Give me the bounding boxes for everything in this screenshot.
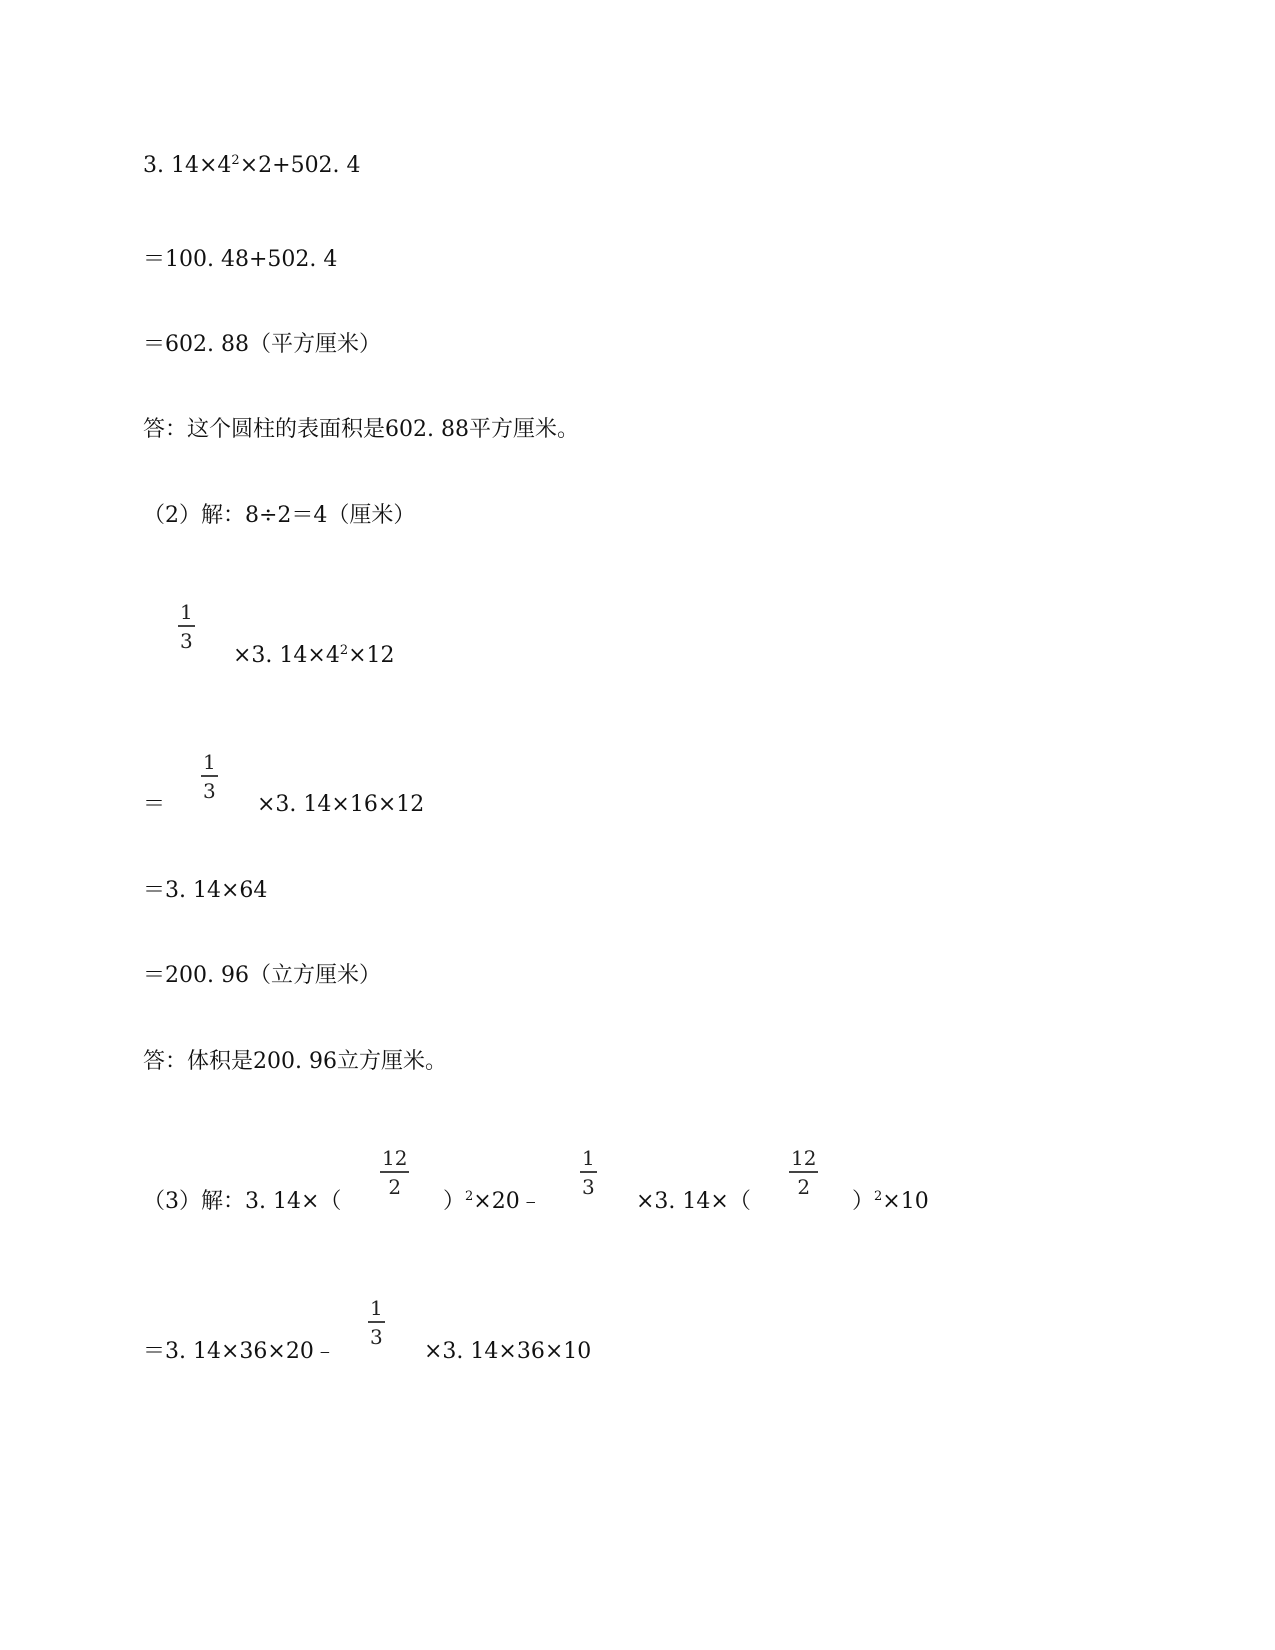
answer-line-1: 答：这个圆柱的表面积是602. 88平方厘米。 bbox=[143, 417, 579, 442]
fraction-one-third bbox=[178, 602, 195, 651]
fraction-twelve-half bbox=[380, 1148, 409, 1197]
calc-text: ） bbox=[443, 1189, 466, 1214]
fraction-numerator: 1 bbox=[180, 600, 193, 624]
fraction-one-third bbox=[368, 1298, 385, 1347]
fraction-denominator: 3 bbox=[370, 1324, 383, 1349]
calc-line-2: ＝100. 48+502. 4 bbox=[143, 247, 338, 272]
calc-text: ×10 bbox=[882, 1189, 929, 1214]
fraction-numerator: 1 bbox=[582, 1146, 595, 1170]
calc-line-11-part2 bbox=[443, 1191, 542, 1213]
calc-text: ×20﹣ bbox=[473, 1189, 542, 1214]
calc-line-6 bbox=[233, 645, 395, 667]
calc-line-12-part2: ×3. 14×36×10 bbox=[424, 1339, 592, 1364]
fraction-numerator: 1 bbox=[370, 1296, 383, 1320]
fraction-denominator: 3 bbox=[203, 778, 216, 803]
fraction-numerator: 12 bbox=[382, 1146, 408, 1170]
fraction-denominator: 2 bbox=[797, 1174, 811, 1199]
calc-text: ×2+502. 4 bbox=[239, 153, 361, 178]
calc-line-11-part4 bbox=[852, 1191, 929, 1213]
calc-text: ×3. 14×4 bbox=[233, 643, 340, 668]
exponent: 2 bbox=[231, 153, 240, 168]
fraction-numerator: 1 bbox=[203, 750, 216, 774]
exponent: 2 bbox=[874, 1189, 883, 1204]
problem-3-start: （3）解：3. 14×（ bbox=[143, 1189, 342, 1214]
equals-sign: ＝ bbox=[143, 792, 166, 817]
fraction-denominator: 2 bbox=[388, 1174, 402, 1199]
answer-line-2: 答：体积是200. 96立方厘米。 bbox=[143, 1049, 447, 1074]
calc-line-3: ＝602. 88（平方厘米） bbox=[143, 332, 381, 357]
calc-text: ） bbox=[852, 1189, 875, 1214]
calc-line-8: ＝3. 14×64 bbox=[143, 878, 268, 903]
calc-line-12: ＝3. 14×36×20﹣ bbox=[143, 1339, 336, 1364]
fraction-one-third bbox=[580, 1148, 597, 1197]
calc-line-7: ×3. 14×16×12 bbox=[257, 792, 425, 817]
fraction-twelve-half bbox=[789, 1148, 818, 1197]
calc-line-1 bbox=[143, 155, 361, 177]
exponent: 2 bbox=[465, 1189, 474, 1204]
calc-text: ×12 bbox=[348, 643, 395, 668]
exponent: 2 bbox=[339, 643, 349, 658]
fraction-numerator: 12 bbox=[791, 1146, 817, 1170]
problem-2-header: （2）解：8÷2＝4（厘米） bbox=[143, 503, 416, 528]
fraction-denominator: 3 bbox=[180, 628, 193, 653]
calc-line-9: ＝200. 96（立方厘米） bbox=[143, 963, 381, 988]
calc-text: 3. 14×4 bbox=[143, 153, 232, 178]
calc-line-11-part3: ×3. 14×（ bbox=[636, 1189, 751, 1214]
fraction-one-third bbox=[201, 752, 218, 801]
fraction-denominator: 3 bbox=[582, 1174, 595, 1199]
